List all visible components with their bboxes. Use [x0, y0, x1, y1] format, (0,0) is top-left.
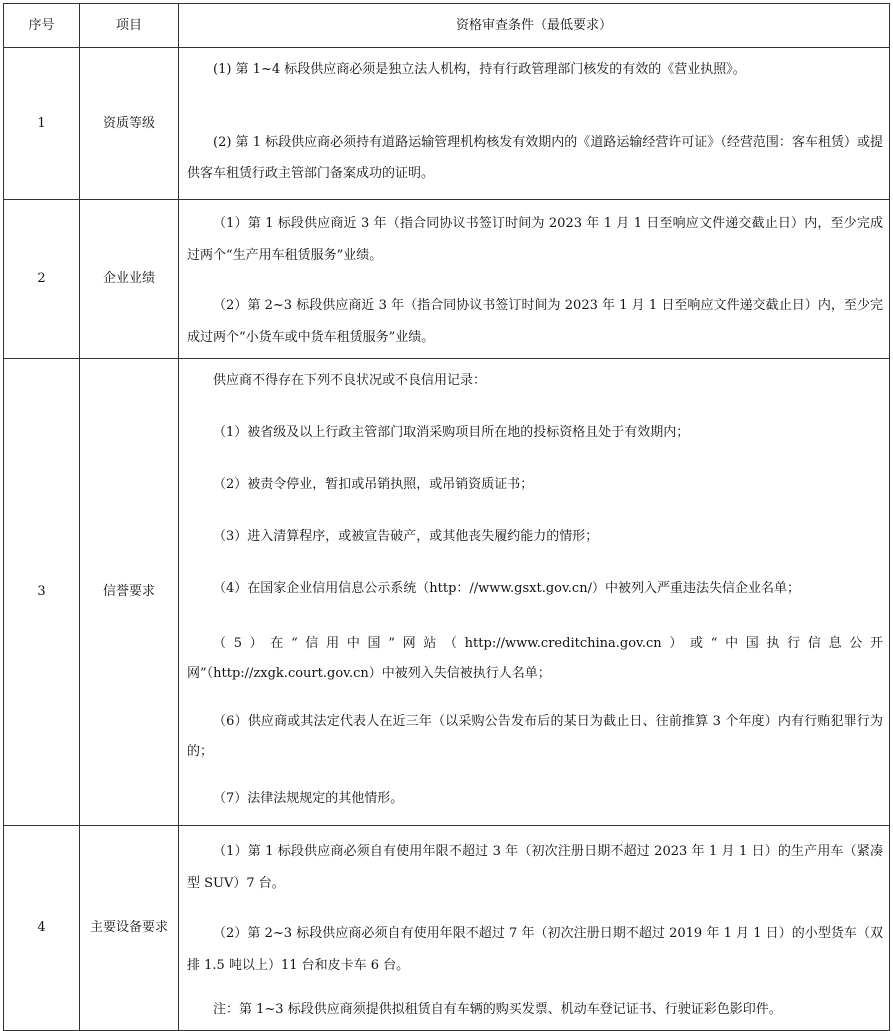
- row-number: 4: [4, 826, 80, 1031]
- condition-paragraph: （1）第 1 标段供应商必须自有使用年限不超过 3 年（初次注册日期不超过 2023 年 1 月 1 日）的生产用车（紧凑型 SUV）7 台。: [187, 844, 883, 891]
- header-item: 项目: [80, 4, 179, 48]
- condition-paragraph: （1）被省级及以上行政主管部门取消采购项目所在地的投标资格且处于有效期内；: [213, 425, 690, 440]
- condition-paragraph: （4）在国家企业信用信息公示系统（http：//www.gsxt.gov.cn/）中被列入严重违法失信企业名单；: [213, 581, 800, 596]
- row-item: 主要设备要求: [80, 826, 179, 1031]
- header-conditions: 资格审查条件（最低要求）: [179, 4, 890, 48]
- condition-paragraph: （5）在“信用中国”网站（http://www.creditchina.gov.cn）或“中国执行信息公开网”（http://zxgk.court.gov.cn）中被列入失信被执行人名单；: [187, 636, 883, 681]
- condition-paragraph: （6）供应商或其法定代表人在近三年（以采购公告发布后的某日为截止日、往前推算 3 个年度）内有行贿犯罪行为的；: [187, 714, 883, 759]
- table-row: [4, 200, 890, 359]
- row-number: 3: [4, 359, 80, 826]
- condition-paragraph: (2) 第 1 标段供应商必须持有道路运输管理机构核发有效期内的《道路运输经营许可证》（经营范围：客车租赁）或提供客车租赁行政主管部门备案成功的证明。: [187, 135, 883, 181]
- row-number: 1: [4, 48, 80, 200]
- condition-paragraph: （7）法律法规规定的其他情形。: [213, 791, 404, 806]
- condition-paragraph: 供应商不得存在下列不良状况或不良信用记录：: [213, 373, 487, 388]
- row-item: 企业业绩: [80, 200, 179, 359]
- row-conditions: [179, 359, 890, 826]
- condition-paragraph: （2）被责令停业，暂扣或吊销执照，或吊销资质证书；: [213, 477, 534, 492]
- row-item: 信誉要求: [80, 359, 179, 826]
- table-header-row: [4, 4, 890, 48]
- row-item: 资质等级: [80, 48, 179, 200]
- condition-paragraph: （2）第 2~3 标段供应商必须自有使用年限不超过 7 年（初次注册日期不超过 2019 年 1 月 1 日）的小型货车（双排 1.5 吨以上）11 台和皮卡车 6 台。: [187, 926, 883, 973]
- condition-note: 注：第 1~3 标段供应商须提供拟租赁自有车辆的购买发票、机动车登记证书、行驶证彩色影印件。: [213, 1002, 782, 1017]
- condition-paragraph: (1) 第 1~4 标段供应商必须是独立法人机构，持有行政管理部门核发的有效的《营业执照》。: [213, 62, 746, 77]
- condition-paragraph: （3）进入清算程序，或被宣告破产，或其他丧失履约能力的情形；: [213, 529, 599, 544]
- table-row: [4, 826, 890, 1031]
- table-row: [4, 359, 890, 826]
- condition-paragraph: （1）第 1 标段供应商近 3 年（指合同协议书签订时间为 2023 年 1 月 1 日至响应文件递交截止日）内，至少完成过两个“生产用车租赁服务”业绩。: [187, 216, 883, 263]
- row-conditions: [179, 826, 890, 1031]
- table-row: [4, 48, 890, 200]
- header-serial-number: 序号: [4, 4, 80, 48]
- row-conditions: [179, 48, 890, 200]
- row-conditions: [179, 200, 890, 359]
- condition-paragraph: （2）第 2~3 标段供应商近 3 年（指合同协议书签订时间为 2023 年 1 月 1 日至响应文件递交截止日）内，至少完成过两个“小货车或中货车租赁服务”业绩。: [187, 298, 883, 345]
- qualification-table: [3, 3, 890, 1031]
- row-number: 2: [4, 200, 80, 359]
